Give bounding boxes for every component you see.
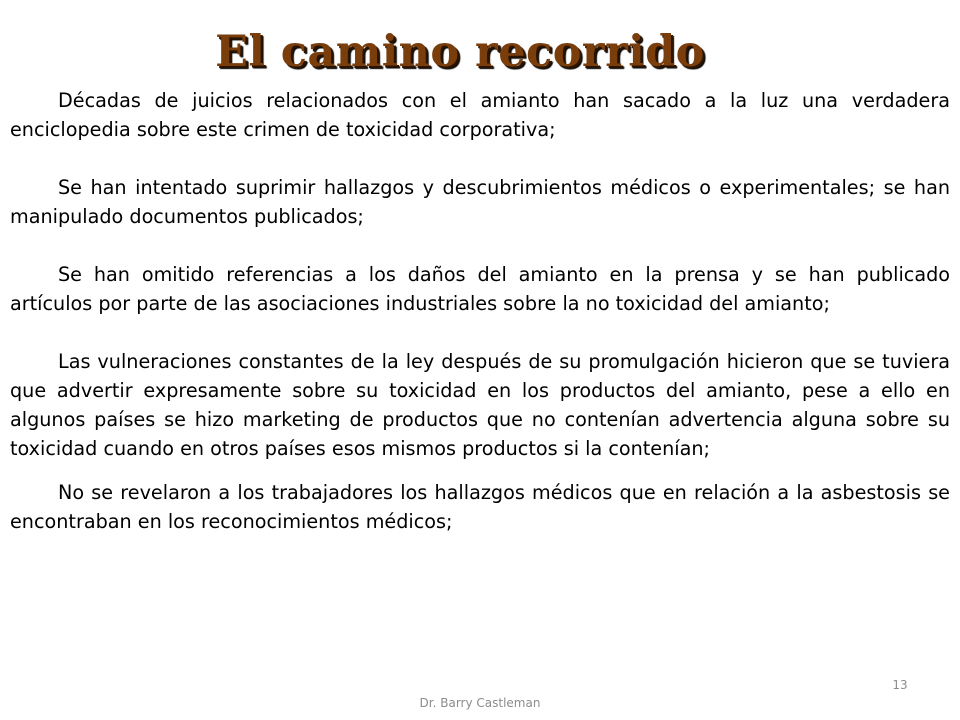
paragraph-1: Décadas de juicios relacionados con el amianto han sacado a la luz una verdadera enciclopedia sobre este crimen de toxicidad corporativa;: [10, 89, 950, 141]
paragraph-spacer: [10, 463, 950, 478]
paragraph-spacer: [10, 318, 950, 347]
paragraph-spacer: [10, 144, 950, 173]
paragraph-5: No se revelaron a los trabajadores los hallazgos médicos que en relación a la asbestosis se encontraban en los reconocimientos médicos;: [10, 481, 950, 533]
slide-title: El camino recorrido: [215, 27, 705, 77]
paragraph-2: Se han intentado suprimir hallazgos y descubrimientos médicos o experimentales; se han manipulado documentos publicados;: [10, 176, 950, 228]
slide-body: [10, 86, 950, 536]
footer-author: Dr. Barry Castleman: [419, 696, 541, 710]
paragraph-3: Se han omitido referencias a los daños del amianto en la prensa y se han publicado artículos por parte de las asociaciones industriales sobre la no toxicidad del amianto;: [10, 263, 950, 315]
page-number: 13: [892, 678, 908, 692]
paragraph-spacer: [10, 231, 950, 260]
paragraph-4: Las vulneraciones constantes de la ley después de su promulgación hicieron que se tuviera que advertir expresamente sobre su toxicidad en los productos del amianto, pese a ello en algunos países se hizo marketing de productos que no contenían advertencia alguna sobre su toxicidad cuando en otros países esos mismos productos si la contenían;: [10, 350, 950, 460]
